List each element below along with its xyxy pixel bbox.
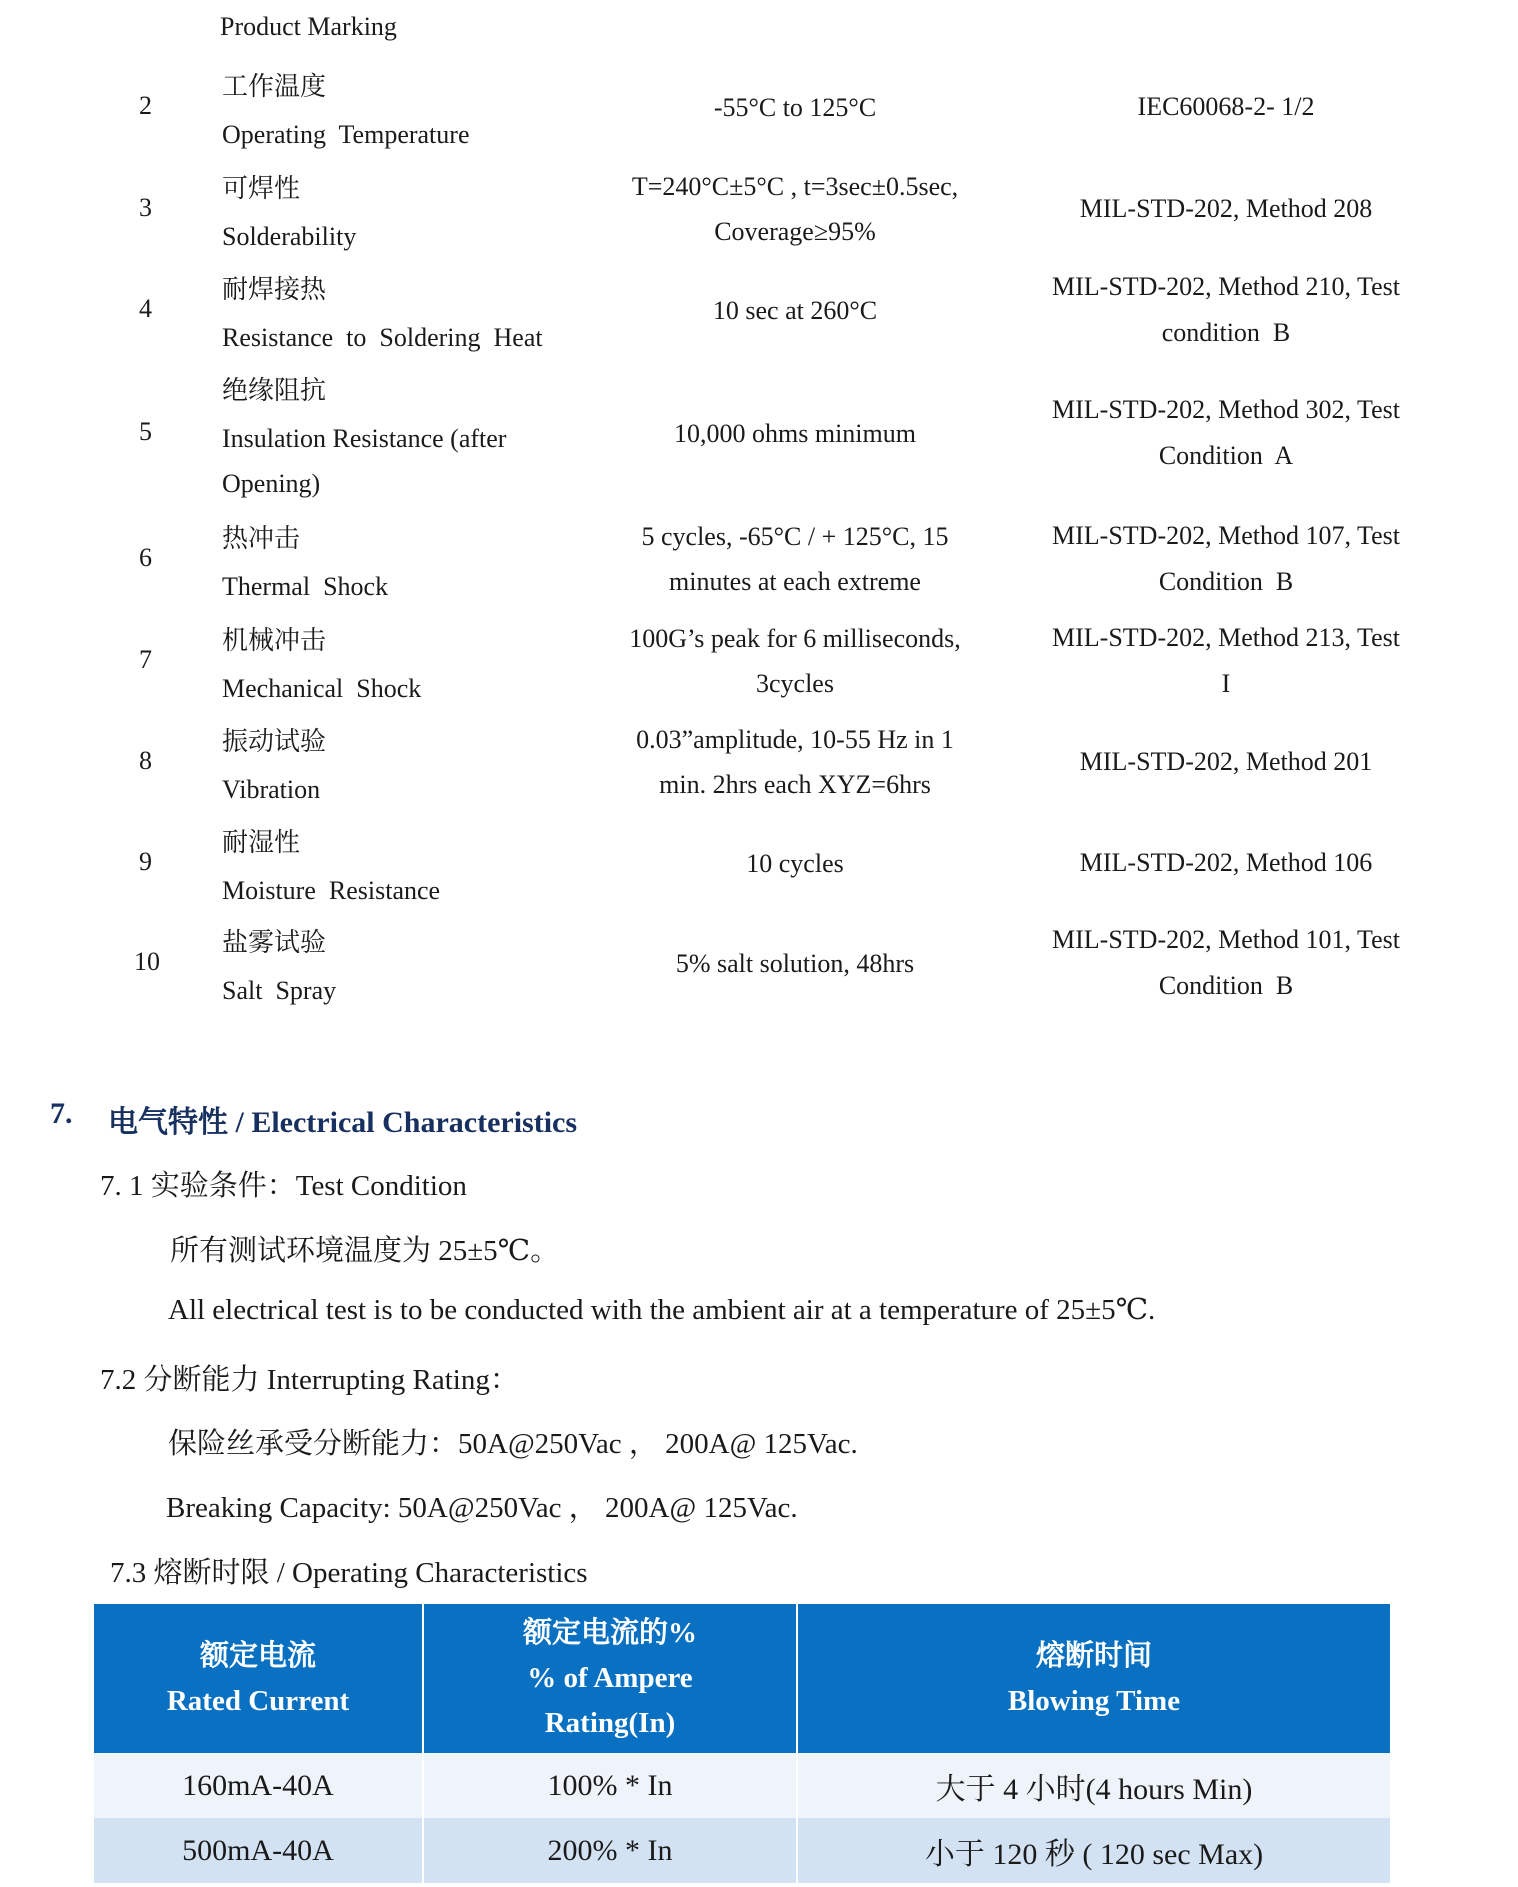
subsection-7-3-heading: 7.3 熔断时限 / Operating Characteristics <box>110 1557 588 1589</box>
test-standard: MIL-STD-202, Method 106 <box>1079 848 1373 877</box>
subsection-7-1-heading: 7. 1 实验条件：Test Condition <box>100 1170 467 1202</box>
test-name-cn: 盐雾试验 <box>222 928 327 957</box>
header-line: 额定电流 <box>199 1639 316 1672</box>
header-rated-current <box>94 1604 423 1753</box>
test-number: 2 <box>139 91 152 120</box>
product-marking-label: Product Marking <box>220 12 397 41</box>
test-number: 5 <box>139 417 152 446</box>
table-cell: 500mA-40A <box>94 1818 423 1883</box>
table-cell: 160mA-40A <box>94 1753 423 1818</box>
table-cell: 小于 120 秒 ( 120 sec Max) <box>797 1818 1390 1883</box>
test-standard: MIL-STD-202, Method 302, Test Condition A <box>1052 395 1400 470</box>
header-line: % of Ampere <box>527 1662 693 1694</box>
test-name-en: Salt Spray <box>222 976 337 1005</box>
test-number: 4 <box>139 294 152 323</box>
test-name-en: Resistance to Soldering Heat <box>222 323 543 352</box>
test-number: 3 <box>139 193 152 222</box>
test-name-en: Thermal Shock <box>222 572 389 601</box>
test-name-cn: 耐焊接热 <box>222 275 327 304</box>
test-condition: 0.03”amplitude, 10-55 Hz in 1 min. 2hrs each XYZ=6hrs <box>636 725 954 799</box>
table-cell: 100% * In <box>423 1753 797 1818</box>
test-number: 8 <box>139 746 152 775</box>
header-blowing-time <box>797 1604 1390 1753</box>
test-number: 6 <box>139 543 152 572</box>
header-line: 额定电流的% <box>522 1617 697 1649</box>
test-name-en: Vibration <box>222 775 321 804</box>
section-title: 电气特性 / Electrical Characteristics <box>108 1106 578 1139</box>
test-condition: 5% salt solution, 48hrs <box>675 948 915 978</box>
test-condition: -55°C to 125°C <box>713 92 877 122</box>
header-line: Rating(In) <box>544 1707 676 1739</box>
table-cell: 200% * In <box>423 1818 797 1883</box>
breaking-capacity-en: Breaking Capacity: 50A@250Vac ， 200A@ 125Vac. <box>166 1492 798 1524</box>
test-name-cn: 热冲击 <box>222 524 301 553</box>
test-name-en: Moisture Resistance <box>222 876 441 905</box>
table-row <box>94 1753 1390 1818</box>
header-line: Rated Current <box>166 1684 350 1717</box>
test-name-cn: 工作温度 <box>222 72 327 101</box>
test-condition: 100G’s peak for 6 milliseconds, 3cycles <box>629 624 961 698</box>
table-header-row <box>94 1604 1390 1753</box>
test-name-en: Operating Temperature <box>222 120 470 149</box>
header-line: 熔断时间 <box>1035 1639 1152 1672</box>
test-condition: T=240°C±5°C , t=3sec±0.5sec, Coverage≥95% <box>631 172 959 246</box>
test-name-cn: 可焊性 <box>222 174 301 203</box>
test-name-cn: 机械冲击 <box>222 626 327 655</box>
test-standard: MIL-STD-202, Method 101, Test Condition B <box>1052 925 1400 1000</box>
test-standard: MIL-STD-202, Method 213, Test I <box>1052 623 1400 698</box>
header-line: Blowing Time <box>1007 1684 1181 1717</box>
section-number: 7. <box>50 1097 73 1130</box>
test-name-en: Mechanical Shock <box>222 674 422 703</box>
test-number: 10 <box>134 947 160 976</box>
test-condition: 10 cycles <box>746 848 844 878</box>
test-condition: 10,000 ohms minimum <box>674 418 916 448</box>
test-name-en: Solderability <box>222 222 357 251</box>
test-condition-cn: 所有测试环境温度为 25±5℃。 <box>170 1235 560 1267</box>
operating-characteristics-table <box>94 1604 1390 1883</box>
test-standard: IEC60068-2- 1/2 <box>1137 92 1315 121</box>
test-condition: 10 sec at 260°C <box>712 295 878 325</box>
interrupting-rating-cn: 保险丝承受分断能力：50A@250Vac ， 200A@ 125Vac. <box>168 1428 858 1460</box>
test-standard: MIL-STD-202, Method 201 <box>1079 747 1373 776</box>
table-row <box>94 1818 1390 1883</box>
test-standard: MIL-STD-202, Method 210, Test condition B <box>1052 272 1400 347</box>
test-name-cn: 绝缘阻抗 <box>222 376 327 405</box>
test-number: 9 <box>139 847 152 876</box>
subsection-7-2-heading: 7.2 分断能力 Interrupting Rating： <box>100 1364 519 1396</box>
test-name-cn: 振动试验 <box>222 727 327 756</box>
test-condition: 5 cycles, -65°C / + 125°C, 15 minutes at each extreme <box>641 522 949 596</box>
test-standard: MIL-STD-202, Method 107, Test Condition B <box>1052 521 1400 596</box>
table-cell: 大于 4 小时(4 hours Min) <box>797 1753 1390 1818</box>
test-condition-en: All electrical test is to be conducted with the ambient air at a temperature of 25±5℃. <box>168 1294 1156 1326</box>
test-standard: MIL-STD-202, Method 208 <box>1079 194 1373 223</box>
test-number: 7 <box>139 645 152 674</box>
test-name-cn: 耐湿性 <box>222 828 301 857</box>
test-name-en: Insulation Resistance (after Opening) <box>222 424 507 498</box>
header-percent-rating <box>423 1604 797 1753</box>
